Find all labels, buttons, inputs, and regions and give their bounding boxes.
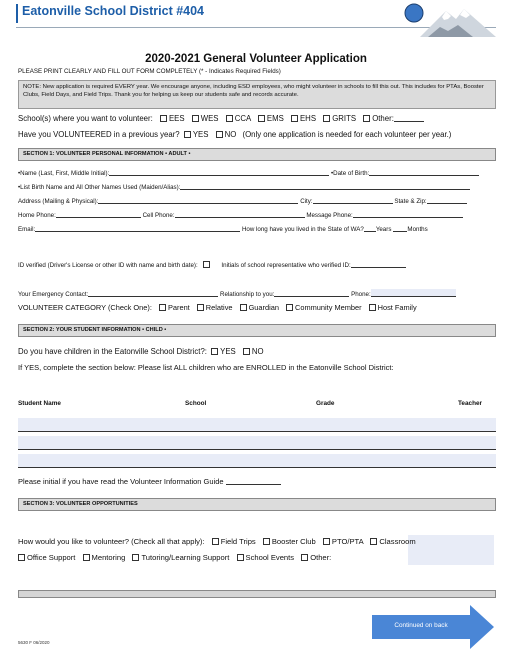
category-relative: Relative bbox=[205, 303, 233, 312]
student-row-3[interactable] bbox=[18, 454, 496, 468]
col-student-name: Student Name bbox=[18, 400, 61, 407]
school-question: School(s) where you want to volunteer: bbox=[18, 114, 153, 123]
initials-field[interactable] bbox=[351, 261, 406, 268]
emergency-field[interactable] bbox=[88, 290, 218, 297]
initial-label: Please initial if you have read the Volunteer Information Guide bbox=[18, 477, 224, 486]
years-label: Years bbox=[375, 226, 392, 233]
opp-classroom: Classroom bbox=[379, 537, 416, 546]
email-row bbox=[18, 225, 428, 233]
checkbox-prev-yes[interactable] bbox=[184, 131, 191, 138]
name-row bbox=[18, 169, 479, 177]
col-grade: Grade bbox=[316, 400, 335, 407]
prev-no-label: NO bbox=[224, 130, 237, 139]
email-label: Email: bbox=[18, 226, 36, 233]
relationship-field[interactable] bbox=[274, 290, 349, 297]
years-field[interactable] bbox=[364, 225, 376, 232]
children-yes-label: YES bbox=[220, 347, 236, 356]
how-long-label: How long have you lived in the State of WA? bbox=[241, 226, 364, 233]
category-parent: Parent bbox=[167, 303, 190, 312]
checkbox-children-no[interactable] bbox=[243, 348, 250, 355]
checkbox-id-verified[interactable] bbox=[203, 261, 210, 268]
city-label: City: bbox=[300, 198, 313, 205]
address-field[interactable] bbox=[98, 197, 298, 204]
prev-yes-label: YES bbox=[192, 130, 209, 139]
phone-row bbox=[18, 211, 463, 219]
checkbox-ees[interactable] bbox=[160, 115, 167, 122]
message-phone-label: Message Phone: bbox=[306, 212, 353, 219]
school-ems: EMS bbox=[266, 114, 284, 123]
checkbox-mentoring[interactable] bbox=[83, 554, 90, 561]
email-field[interactable] bbox=[35, 225, 240, 232]
name-label: •Name (Last, First, Middle Initial): bbox=[18, 170, 110, 177]
id-verified-label: ID verified (Driver's License or other ID with name and birth date): bbox=[18, 262, 198, 269]
emergency-phone-field[interactable] bbox=[371, 289, 456, 297]
checkbox-prev-no[interactable] bbox=[216, 131, 223, 138]
header-accent-bar bbox=[16, 4, 18, 23]
school-wes: WES bbox=[200, 114, 219, 123]
checkbox-other-opportunity[interactable] bbox=[301, 554, 308, 561]
bottom-bar bbox=[18, 590, 496, 598]
relationship-label: Relationship to you: bbox=[220, 291, 275, 298]
checkbox-community[interactable] bbox=[286, 304, 293, 311]
checkbox-children-yes[interactable] bbox=[211, 348, 218, 355]
category-row bbox=[18, 303, 417, 312]
emergency-row bbox=[18, 289, 456, 298]
school-row bbox=[18, 114, 424, 123]
category-guardian: Guardian bbox=[248, 303, 279, 312]
initial-row bbox=[18, 477, 281, 486]
checkbox-other-school[interactable] bbox=[363, 115, 370, 122]
print-instructions: PLEASE PRINT CLEARLY AND FILL OUT FORM COMPLETELY (* - Indicates Required Fields) bbox=[18, 68, 281, 75]
opp-mentoring: Mentoring bbox=[91, 553, 126, 562]
note-box: NOTE: New application is required EVERY year. We encourage anyone, including ESD employees, who might volunteer in schools to fill this out. This includes for PTAs, Booster Clubs, Field Days, and Field Trips. Thank you for helping us keep our students safe and records accurate. bbox=[18, 80, 496, 109]
checkbox-booster-club[interactable] bbox=[263, 538, 270, 545]
children-row bbox=[18, 347, 264, 356]
category-host-family: Host Family bbox=[377, 303, 417, 312]
school-ees: EES bbox=[168, 114, 185, 123]
form-title: 2020-2021 General Volunteer Application bbox=[145, 53, 367, 65]
checkbox-parent[interactable] bbox=[159, 304, 166, 311]
opportunity-question: How would you like to volunteer? (Check all that apply): bbox=[18, 537, 205, 546]
col-teacher: Teacher bbox=[458, 400, 483, 407]
cell-phone-label: Cell Phone: bbox=[142, 212, 175, 219]
district-logo bbox=[398, 1, 498, 41]
student-row-2[interactable] bbox=[18, 436, 496, 450]
previous-question: Have you VOLUNTEERED in a previous year? bbox=[18, 130, 180, 139]
category-community: Community Member bbox=[295, 303, 362, 312]
checkbox-office-support[interactable] bbox=[18, 554, 25, 561]
opp-tutoring: Tutoring/Learning Support bbox=[141, 553, 230, 562]
checkbox-ehs[interactable] bbox=[291, 115, 298, 122]
opp-pto-pta: PTO/PTA bbox=[331, 537, 364, 546]
continued-on-back: Continued on back bbox=[394, 622, 448, 629]
previous-note: (Only one application is needed for each volunteer per year.) bbox=[242, 130, 452, 139]
initials-label: Initials of school representative who verified ID: bbox=[221, 262, 351, 269]
emergency-label: Your Emergency Contact: bbox=[18, 291, 89, 298]
address-row bbox=[18, 197, 467, 205]
form-code: 5630 F 06/2020 bbox=[18, 640, 50, 645]
emergency-phone-label: Phone: bbox=[351, 291, 371, 298]
checkbox-school-events[interactable] bbox=[237, 554, 244, 561]
name-field[interactable] bbox=[109, 169, 329, 176]
state-zip-field[interactable] bbox=[427, 197, 467, 204]
opp-field-trips: Field Trips bbox=[220, 537, 256, 546]
opp-booster-club: Booster Club bbox=[271, 537, 316, 546]
school-other: Other: bbox=[372, 114, 394, 123]
student-row-1[interactable] bbox=[18, 418, 496, 432]
school-grits: GRITS bbox=[332, 114, 357, 123]
checkbox-wes[interactable] bbox=[192, 115, 199, 122]
school-cca: CCA bbox=[234, 114, 251, 123]
opp-office-support: Office Support bbox=[27, 553, 76, 562]
district-title: Eatonville School District #404 bbox=[22, 4, 205, 18]
aliases-field[interactable] bbox=[180, 183, 470, 190]
section-1-header: SECTION 1: VOLUNTEER PERSONAL INFORMATION • ADULT • bbox=[18, 148, 496, 161]
children-question: Do you have children in the Eatonville School District?: bbox=[18, 347, 207, 356]
opportunity-row-1 bbox=[18, 537, 416, 546]
checkbox-tutoring[interactable] bbox=[132, 554, 139, 561]
opp-other: Other: bbox=[310, 553, 332, 562]
months-label: Months bbox=[407, 226, 428, 233]
col-school: School bbox=[185, 400, 207, 407]
initial-field[interactable] bbox=[226, 478, 281, 485]
dob-field[interactable] bbox=[369, 169, 479, 176]
aliases-label: •List Birth Name and All Other Names Used (Maiden/Alias): bbox=[18, 184, 181, 191]
checkbox-cca[interactable] bbox=[226, 115, 233, 122]
opportunity-row-2 bbox=[18, 553, 331, 562]
aliases-row bbox=[18, 183, 470, 191]
category-label: VOLUNTEER CATEGORY (Check One): bbox=[18, 303, 152, 312]
dob-label: •Date of Birth: bbox=[330, 170, 370, 177]
section-3-header: SECTION 3: VOLUNTEER OPPORTUNITIES bbox=[18, 498, 496, 511]
checkbox-classroom[interactable] bbox=[370, 538, 377, 545]
if-yes-instructions: If YES, complete the section below: Please list ALL children who are ENROLLED in the Eatonville School District: bbox=[18, 363, 394, 372]
children-no-label: NO bbox=[251, 347, 264, 356]
opp-school-events: School Events bbox=[245, 553, 295, 562]
checkbox-guardian[interactable] bbox=[240, 304, 247, 311]
checkbox-host-family[interactable] bbox=[369, 304, 376, 311]
months-field[interactable] bbox=[393, 225, 407, 232]
checkbox-relative[interactable] bbox=[197, 304, 204, 311]
home-phone-field[interactable] bbox=[56, 211, 141, 218]
address-label: Address (Mailing & Physical): bbox=[18, 198, 99, 205]
state-zip-label: State & Zip: bbox=[394, 198, 427, 205]
id-verified-row bbox=[18, 261, 406, 269]
checkbox-pto-pta[interactable] bbox=[323, 538, 330, 545]
checkbox-ems[interactable] bbox=[258, 115, 265, 122]
checkbox-grits[interactable] bbox=[323, 115, 330, 122]
city-field[interactable] bbox=[313, 197, 393, 204]
section-2-header: SECTION 2: YOUR STUDENT INFORMATION • CHILD • bbox=[18, 324, 496, 337]
cell-phone-field[interactable] bbox=[175, 211, 305, 218]
school-ehs: EHS bbox=[299, 114, 317, 123]
previous-year-row bbox=[18, 130, 451, 139]
message-phone-field[interactable] bbox=[353, 211, 463, 218]
home-phone-label: Home Phone: bbox=[18, 212, 56, 219]
other-school-field[interactable] bbox=[394, 115, 424, 122]
other-opportunity-field[interactable] bbox=[408, 535, 494, 565]
checkbox-field-trips[interactable] bbox=[212, 538, 219, 545]
